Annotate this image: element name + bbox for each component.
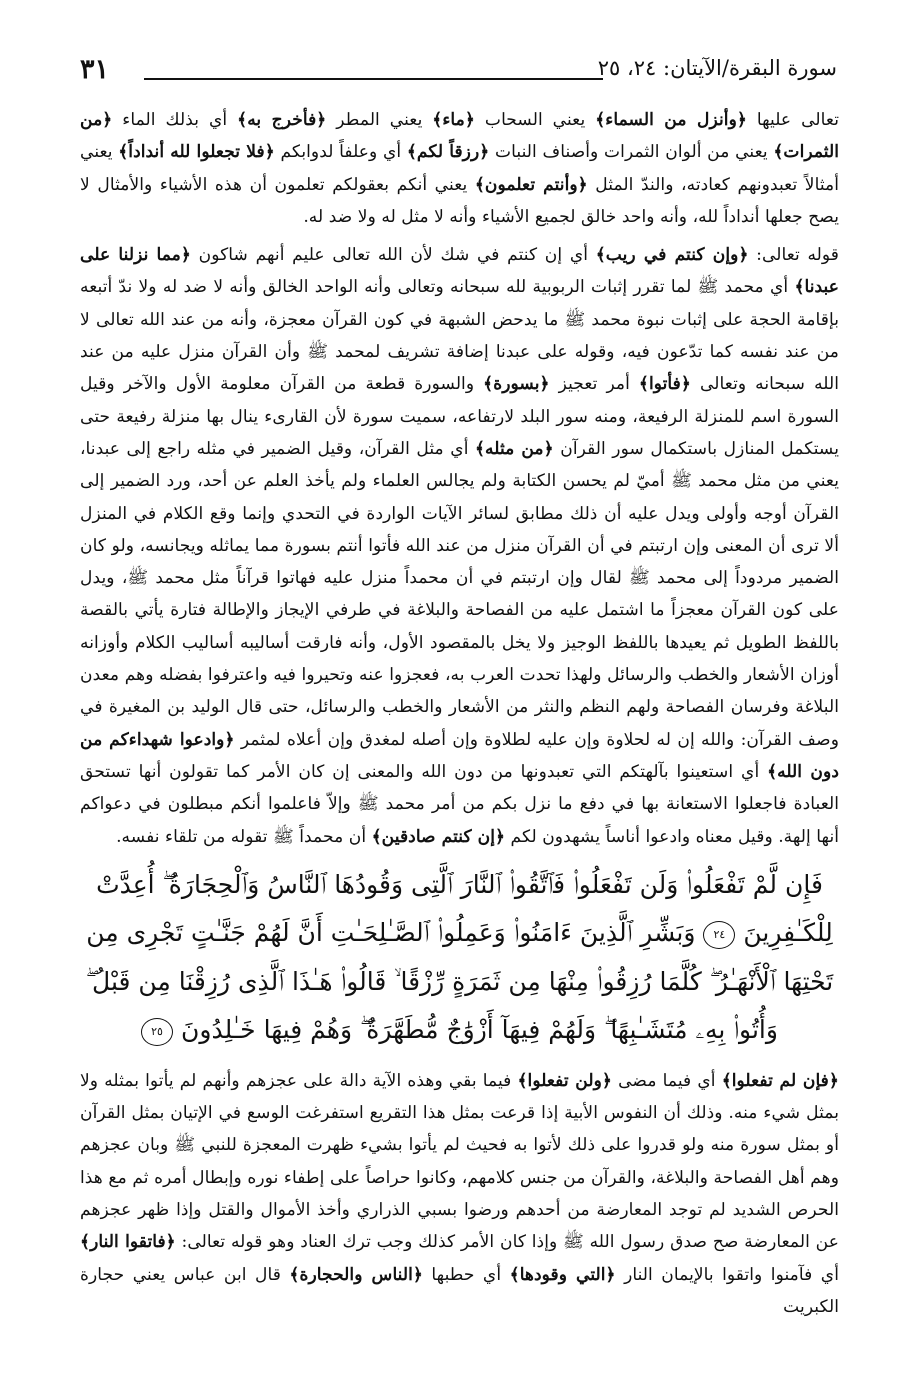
quran-quote: ﴿فاتقوا النار﴾ xyxy=(80,1232,176,1253)
page-number: ٣١ xyxy=(80,54,110,85)
quran-verse-block xyxy=(80,861,839,1055)
commentary-text: قوله تعالى: xyxy=(748,245,840,266)
ayah-24-text: فَإِن لَّمْ تَفْعَلُوا۟ وَلَن تَفْعَلُوا۟ فَٱتَّقُوا۟ ٱلنَّارَ ٱلَّتِى وَقُودُهَا ٱلنَّاسُ وَٱلْحِجَارَةُ ۖ أُعِدَّتْ لِلْكَـٰفِرِينَ xyxy=(96,869,833,948)
page-body xyxy=(80,104,839,1323)
header-rule xyxy=(144,78,603,80)
commentary-text: تعالى عليها xyxy=(746,110,839,130)
commentary-text: أي محمد ﷺ لما تقرر إثبات الربوبية لله سبحانه وتعالى وأنه الواحد الخالق وأنه لا ضد له ولا ندّ أتبعه بإقامة الحجة على إثبات نبوة محمد ﷺ ما يدحض الشبهة في كون القرآن معجزة، وأنه من عند الله تعالى لا من عند نفسه كما تدّعون فيه، وقوله على عبدنا إضافة تشريف لمحمد ﷺ وأن القرآن منزل عليه من عند الله سبحانه وتعالى xyxy=(80,277,839,395)
commentary-text: يعني أمثالاً تعبدونهم كعادته، والندّ المثل xyxy=(80,142,840,195)
commentary-text: والسورة قطعة من القرآن معلومة الأول والآخر وقيل السورة اسم للمنزلة الرفيعة، ومنه سور البلد لارتفاعه، سميت سورة لأن القارىء ينال بها منزلة رفيعة حتى يستكمل المنازل باستكمال سور القرآن xyxy=(80,374,839,459)
quran-quote: ﴿وأنزل من السماء﴾ xyxy=(595,110,747,130)
quran-quote: ﴿وادعوا شهداءكم من دون الله﴾ xyxy=(80,729,839,782)
commentary-text: يعني السحاب xyxy=(474,110,596,130)
commentary-text: أي حطبها xyxy=(422,1264,510,1285)
commentary-text: أي فيما مضى xyxy=(611,1070,722,1091)
commentary-text: يعني من ألوان الثمرات وأصناف النبات xyxy=(489,142,774,163)
quran-quote: ﴿الناس والحجارة﴾ xyxy=(289,1264,423,1285)
ayah-number-marker: ٢٥ xyxy=(141,1018,173,1046)
quran-quote: ﴿ولن تفعلوا﴾ xyxy=(517,1070,612,1091)
commentary-text: أي وعلفاً لدوابكم xyxy=(274,142,407,163)
quran-quote: ﴿فأخرج به﴾ xyxy=(237,110,327,130)
commentary-text: أن محمداً ﷺ تقوله من تلقاء نفسه. xyxy=(116,826,372,847)
quran-quote: ﴿رزقاً لكم﴾ xyxy=(406,142,490,163)
quran-quote: ﴿من الثمرات﴾ xyxy=(80,110,839,163)
running-title: سورة البقرة/الآيتان: ٢٤، ٢٥ xyxy=(597,56,837,80)
quran-quote: ﴿فأتوا﴾ xyxy=(638,374,691,395)
quran-quote: ﴿التي وقودها﴾ xyxy=(509,1264,616,1285)
commentary-text: يعني المطر xyxy=(326,110,433,130)
commentary-text: فيما بقي وهذه الآية دالة على عجزهم وأنهم لم يأتوا بمثله ولا بمثل شيء منه. وذلك أن النفوس الأبية إذا قرعت بمثل هذا التقريع استفرغت الوسع في الإتيان بمثل القرآن أو بمثل سورة منه ولو قدروا على ذلك لأتوا به فحيث لم يأتوا بشيء ظهرت المعجزة للنبي ﷺ وبان عجزهم وهم أهل الفصاحة والبلاغة، والقرآن من جنس كلامهم، وكانوا حراصاً على إطفاء نوره وإبطال أمره ثم مع هذا الحرص الشديد لم توجد المعارضة من أحدهم ورضوا بسبي الذراري وأخذ الأموال والقتل وإذا ظهر عجزهم عن المعارضة صح صدق رسول الله ﷺ وإذا كان الأمر كذلك وجب ترك العناد وهو قوله تعالى: xyxy=(80,1070,839,1253)
ayah-number-marker: ٢٤ xyxy=(703,921,735,949)
commentary-text: قال ابن عباس يعني حجارة الكبريت xyxy=(80,1264,839,1317)
ayah-25-text: وَبَشِّرِ ٱلَّذِينَ ءَامَنُوا۟ وَعَمِلُوا۟ ٱلصَّـٰلِحَـٰتِ أَنَّ لَهُمْ جَنَّـٰتٍ تَجْرِى مِن تَحْتِهَا ٱلْأَنْهَـٰرُ ۖ كُلَّمَا رُزِقُوا۟ مِنْهَا مِن ثَمَرَةٍ رِّزْقًا ۙ قَالُوا۟ هَـٰذَا ٱلَّذِى رُزِقْنَا مِن قَبْلُ ۖ وَأُتُوا۟ بِهِۦ مُتَشَـٰبِهًا ۖ وَلَهُمْ فِيهَآ أَزْوَٰجٌ مُّطَهَّرَةٌ ۖ وَهُمْ فِيهَا خَـٰلِدُونَ xyxy=(85,918,834,1045)
commentary-paragraph xyxy=(80,104,839,233)
quran-quote: ﴿وإن كنتم في ريب﴾ xyxy=(595,245,749,266)
commentary-text: أي استعينوا بآلهتكم التي تعبدونها من دون الله والمعنى إن كان الأمر كما تقولون أنها تستحق العبادة فاجعلوا الاستعانة بها في دفع ما نزل بكم من أمر محمد ﷺ وإلاّ فاعلموا أنكم مبطلون في دعواكم أنها إلهة. وقيل معناه وادعوا أناساً يشهدون لكم xyxy=(80,761,839,847)
quran-quote: ﴿إن كنتم صادقين﴾ xyxy=(371,826,506,847)
page-header xyxy=(80,52,841,92)
commentary-paragraph xyxy=(80,239,839,853)
commentary-paragraph xyxy=(80,1065,839,1323)
quran-quote: ﴿وأنتم تعلمون﴾ xyxy=(474,174,588,195)
commentary-text: أي فآمنوا واتقوا بالإيمان النار xyxy=(615,1264,839,1285)
quran-quote: ﴿فإن لم تفعلوا﴾ xyxy=(721,1070,839,1091)
quran-quote: ﴿ماء﴾ xyxy=(432,110,475,130)
commentary-text: أمر تعجيز xyxy=(549,374,639,395)
commentary-text: يعني أنكم بعقولكم تعلمون أن هذه الأشياء والأمثال لا يصح جعلها أنداداً لله، وأنه واحد خالق لجميع الأشياء وأنه لا مثل له ولا ضد له. xyxy=(80,174,839,227)
quran-quote: ﴿مما نزلنا على عبدنا﴾ xyxy=(80,245,839,298)
commentary-text: أي بذلك الماء xyxy=(112,110,238,130)
quran-quote: ﴿فلا تجعلوا لله أنداداً﴾ xyxy=(118,142,275,163)
quran-quote: ﴿من مثله﴾ xyxy=(474,438,554,459)
quran-quote: ﴿بسورة﴾ xyxy=(483,374,550,395)
commentary-text: أي إن كنتم في شك لأن الله تعالى عليم أنهم شاكون xyxy=(190,245,596,266)
commentary-text: أي مثل القرآن، وقيل الضمير في مثله راجع إلى عبدنا، يعني من مثل محمد ﷺ أميّ لم يحسن الكتابة ولم يجالس العلماء ولم يأخذ العلم عن أحد، ورد الضمير إلى القرآن أوجه وأولى ويدل عليه أن ذلك مطابق لسائر الآيات الواردة في التحدي وإنما وقع الكلام في المنزل ألا ترى أن المعنى وإن ارتبتم في أن القرآن منزل من عند الله فأتوا أنتم بسورة مما يماثله ويجانسه، ولو كان الضمير مردوداً إلى محمد ﷺ لقال وإن ارتبتم في أن محمداً منزل عليه فهاتوا قرآناً مثل محمد ﷺ، ويدل على كون القرآن معجزاً ما اشتمل عليه من الفصاحة والبلاغة في طرفي الإيجاز والإطالة فتارة يأتي بالقصة باللفظ الطويل ثم يعيدها باللفظ الوجيز ولا يخل بالمقصود الأول، وأنه فارقت أساليبه أساليب الكلام وأوزانه أوزان الأشعار والخطب والرسائل ولهذا تحدت العرب به، فعجزوا عنه وتحيروا فيه واعترفوا بفضله وهم معدن البلاغة وفرسان الفصاحة ولهم النظم والنثر من الأشعار والخطب والرسائل، حتى قال الوليد بن المغيرة في وصف القرآن: والله إن له لحلاوة وإن عليه لطلاوة وإن أصله لمغدق وإن أعلاه لمثمر xyxy=(80,438,839,750)
